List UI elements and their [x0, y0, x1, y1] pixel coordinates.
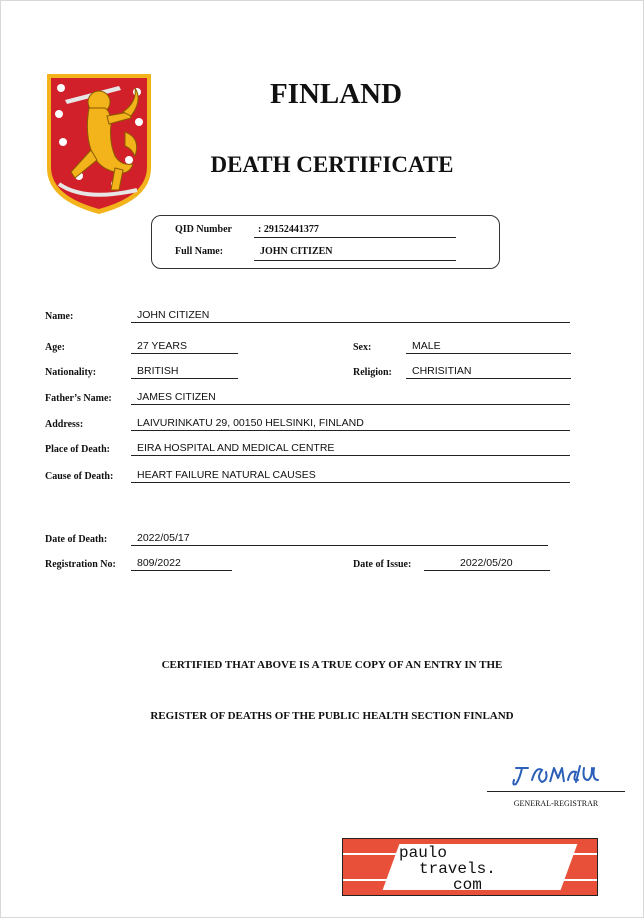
- age-label: Age:: [45, 342, 65, 353]
- cause-of-death-value: HEART FAILURE NATURAL CAUSES: [131, 469, 570, 483]
- date-of-death-value: 2022/05/17: [131, 532, 548, 546]
- signature-line: [487, 791, 625, 792]
- qid-value: : 29152441377: [254, 224, 456, 238]
- logo-text-line-1: paulo: [399, 844, 448, 862]
- country-heading: FINLAND: [269, 78, 403, 110]
- address-value: LAIVURINKATU 29, 00150 HELSINKI, FINLAND: [131, 417, 570, 431]
- registrar-title: GENERAL-REGISTRAR: [513, 799, 599, 808]
- place-of-death-label: Place of Death:: [45, 444, 110, 455]
- name-value: JOHN CITIZEN: [131, 309, 570, 323]
- signature-mark: [512, 760, 602, 788]
- date-of-issue-value: 2022/05/20: [424, 557, 550, 571]
- certification-line-2: REGISTER OF DEATHS OF THE PUBLIC HEALTH SECTION FINLAND: [150, 710, 514, 722]
- registration-no-label: Registration No:: [45, 559, 116, 570]
- place-of-death-value: EIRA HOSPITAL AND MEDICAL CENTRE: [131, 442, 570, 456]
- sex-label: Sex:: [353, 342, 372, 353]
- fullname-label: Full Name:: [175, 246, 224, 257]
- fullname-value: JOHN CITIZEN: [254, 246, 456, 261]
- father-name-value: JAMES CITIZEN: [131, 391, 570, 405]
- father-name-label: Father’s Name:: [45, 393, 112, 404]
- document-title: DEATH CERTIFICATE: [210, 152, 454, 177]
- qid-label: QID Number: [175, 224, 232, 235]
- date-of-death-label: Date of Death:: [45, 534, 108, 545]
- nationality-label: Nationality:: [45, 367, 97, 378]
- address-label: Address:: [45, 419, 84, 430]
- certification-line-1: CERTIFIED THAT ABOVE IS A TRUE COPY OF AN ENTRY IN THE: [161, 659, 503, 671]
- cause-of-death-label: Cause of Death:: [45, 471, 114, 482]
- religion-value: CHRISITIAN: [406, 365, 571, 379]
- age-value: 27 YEARS: [131, 340, 238, 354]
- nationality-value: BRITISH: [131, 365, 238, 379]
- paulo-travels-logo: [342, 838, 598, 896]
- sex-value: MALE: [406, 340, 571, 354]
- religion-label: Religion:: [353, 367, 392, 378]
- date-of-issue-label: Date of Issue:: [353, 559, 412, 570]
- signature-scribble: [512, 760, 602, 788]
- registration-no-value: 809/2022: [131, 557, 232, 571]
- logo-text-line-3: com: [453, 876, 482, 894]
- name-label: Name:: [45, 311, 74, 322]
- logo-text-line-2: travels.: [419, 860, 496, 878]
